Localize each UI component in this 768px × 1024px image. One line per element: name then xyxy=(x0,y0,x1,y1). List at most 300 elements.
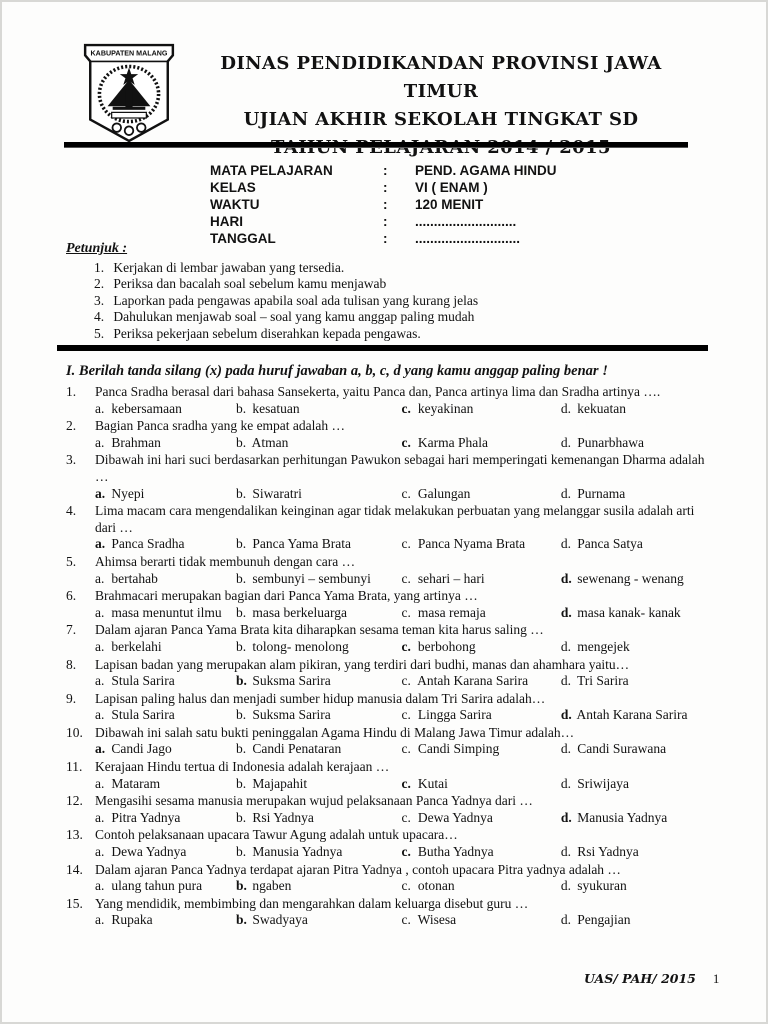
info-colon: : xyxy=(383,214,388,229)
instruction-item xyxy=(66,326,708,343)
option-text: Antah Karana Sarira xyxy=(573,707,688,723)
question-number: 1. xyxy=(66,384,77,399)
option-text: Siwaratri xyxy=(248,485,302,501)
option-text: Punarbhawa xyxy=(573,434,644,450)
question-stem: Dibawah ini hari suci berdasarkan perhitungan Pawukon sebagai hari memperingati kemenangan Dharma adalah … xyxy=(95,452,705,484)
option-row xyxy=(95,707,708,724)
option-text: sewenang - wenang xyxy=(573,570,684,586)
exam-info-block xyxy=(210,162,557,247)
question-stem: Panca Sradha berasal dari bahasa Sansekerta, yaitu Panca dan, Panca artinya lima dan Sradha artinya …. xyxy=(95,384,661,399)
question-number: 14. xyxy=(66,861,83,877)
option-text: kekuatan xyxy=(573,400,626,416)
instruction-number: 5. xyxy=(94,325,105,341)
question-body xyxy=(95,759,708,793)
option-text: ngaben xyxy=(248,878,292,894)
question-number: 5. xyxy=(66,553,77,569)
option-letter: c. xyxy=(401,604,411,620)
option-row xyxy=(95,741,708,758)
header-line3 xyxy=(180,134,702,162)
option-item xyxy=(561,673,708,690)
option-item xyxy=(401,776,560,793)
question-number: 9. xyxy=(66,690,77,706)
option-row xyxy=(95,605,708,622)
option-letter: b. xyxy=(235,707,247,723)
option-item xyxy=(236,401,402,418)
option-letter: a. xyxy=(95,434,105,450)
option-text: Rsi Yadnya xyxy=(573,844,639,860)
option-letter: d. xyxy=(560,844,571,860)
instruction-item xyxy=(66,293,708,310)
option-item xyxy=(401,435,560,452)
option-text: Panca Yama Brata xyxy=(248,536,351,552)
instruction-text: Periksa dan bacalah soal sebelum kamu menjawab xyxy=(110,276,387,291)
option-text: Nyepi xyxy=(108,485,145,501)
option-letter: a. xyxy=(95,570,105,586)
info-value: VI ( ENAM ) xyxy=(415,180,488,195)
info-row xyxy=(210,213,557,230)
option-item xyxy=(401,673,560,690)
option-letter: c. xyxy=(401,673,411,689)
question-body xyxy=(95,725,708,759)
question-body xyxy=(95,691,708,725)
question-body xyxy=(95,452,708,503)
top-divider-rule xyxy=(64,142,688,148)
page-number: 1 xyxy=(712,971,720,986)
info-value: ........................... xyxy=(415,214,517,229)
option-row xyxy=(95,878,708,895)
question-number: 8. xyxy=(66,656,77,672)
option-item xyxy=(236,776,402,793)
option-letter: a. xyxy=(95,485,106,501)
question-stem: Kerajaan Hindu tertua di Indonesia adalah kerajaan … xyxy=(95,759,390,775)
middle-divider-rule xyxy=(57,345,708,351)
option-item xyxy=(236,844,402,861)
option-text: ulang tahun pura xyxy=(108,878,203,894)
option-text: Candi Penataran xyxy=(248,741,342,757)
option-letter: d. xyxy=(560,673,571,689)
instructions-list xyxy=(66,260,708,343)
question-list xyxy=(66,384,708,930)
option-text: Pitra Yadnya xyxy=(108,809,181,825)
option-row xyxy=(95,536,708,553)
instruction-text: Periksa pekerjaan sebelum diserahkan kepada pengawas. xyxy=(110,325,421,341)
kabupaten-malang-logo xyxy=(78,42,180,144)
info-label: HARI xyxy=(210,214,243,229)
option-letter: c. xyxy=(401,536,411,552)
question-item xyxy=(66,793,708,827)
question-item xyxy=(66,384,708,418)
info-colon: : xyxy=(383,197,388,212)
option-item xyxy=(561,707,708,724)
option-row xyxy=(95,486,708,503)
option-item xyxy=(236,912,402,929)
info-colon: : xyxy=(383,163,388,178)
option-item xyxy=(561,844,708,861)
question-item xyxy=(66,418,708,452)
option-letter: a. xyxy=(95,809,105,825)
option-item xyxy=(561,571,708,588)
option-text: berkelahi xyxy=(108,638,162,654)
option-item xyxy=(561,605,708,622)
option-row xyxy=(95,810,708,827)
option-text: masa berkeluarga xyxy=(248,604,347,620)
option-text: Pengajian xyxy=(573,912,631,928)
question-number: 7. xyxy=(66,622,77,638)
logo-banner-text: KABUPATEN MALANG xyxy=(90,49,168,58)
question-stem: Lima macam cara mengendalikan keinginan agar tidak melakukan perbuatan yang melanggar susila adalah arti dari … xyxy=(95,503,695,535)
question-number: 6. xyxy=(66,588,77,604)
question-item xyxy=(66,725,708,759)
question-item xyxy=(66,622,708,656)
option-item xyxy=(95,810,236,827)
option-item xyxy=(236,605,402,622)
option-item xyxy=(95,486,236,503)
option-item xyxy=(561,401,708,418)
option-text: Karma Phala xyxy=(414,434,488,450)
option-letter: d. xyxy=(560,570,572,586)
option-text: Rupaka xyxy=(108,912,153,928)
option-text: Manusia Yadnya xyxy=(248,844,343,860)
option-item xyxy=(401,810,560,827)
option-letter: b. xyxy=(235,604,247,620)
option-text: Sriwijaya xyxy=(573,775,629,791)
question-stem: Lapisan badan yang merupakan alam pikiran, yang terdiri dari budhi, manas dan ahamhara yaitu… xyxy=(95,656,630,672)
option-item xyxy=(95,673,236,690)
option-text: Swadyaya xyxy=(248,912,308,928)
question-stem: Brahmacari merupakan bagian dari Panca Yama Brata, yang artinya … xyxy=(95,588,478,604)
option-letter: b. xyxy=(235,673,247,689)
option-item xyxy=(561,776,708,793)
option-text: Atman xyxy=(248,434,289,450)
instruction-item xyxy=(66,309,708,326)
option-letter: b. xyxy=(235,536,247,552)
option-letter: b. xyxy=(235,434,247,450)
question-body xyxy=(95,503,708,554)
option-item xyxy=(236,571,402,588)
option-item xyxy=(401,536,560,553)
option-item xyxy=(401,912,560,929)
option-letter: d. xyxy=(560,604,572,620)
option-row xyxy=(95,401,708,418)
option-item xyxy=(95,776,236,793)
option-letter: b. xyxy=(235,485,247,501)
option-letter: d. xyxy=(560,878,571,894)
option-item xyxy=(236,639,402,656)
option-letter: c. xyxy=(401,638,411,654)
option-item xyxy=(236,741,402,758)
section-1-heading: I. Berilah tanda silang (x) pada huruf jawaban a, b, c, d yang kamu anggap paling benar ! xyxy=(66,363,608,379)
option-letter: d. xyxy=(560,400,571,416)
question-body xyxy=(95,384,708,418)
question-number: 10. xyxy=(66,724,83,740)
option-letter: d. xyxy=(560,809,572,825)
option-item xyxy=(561,810,708,827)
option-letter: a. xyxy=(95,638,105,654)
question-item xyxy=(66,452,708,503)
footer-document-code: UAS/ PAH/ 2015 xyxy=(584,971,696,986)
option-text: sembunyi – sembunyi xyxy=(248,570,371,586)
option-letter: b. xyxy=(235,809,247,825)
question-item xyxy=(66,657,708,691)
option-text: Kutai xyxy=(414,775,448,791)
option-letter: c. xyxy=(401,485,411,501)
option-item xyxy=(95,571,236,588)
option-text: Rsi Yadnya xyxy=(248,809,314,825)
option-row xyxy=(95,435,708,452)
option-item xyxy=(95,639,236,656)
logo-ribbon xyxy=(112,112,147,118)
option-text: Stula Sarira xyxy=(108,673,175,689)
option-text: Panca Sradha xyxy=(108,536,185,552)
question-body xyxy=(95,622,708,656)
question-number: 12. xyxy=(66,793,83,809)
question-number: 11. xyxy=(66,759,83,775)
question-number: 2. xyxy=(66,418,77,434)
option-text: masa remaja xyxy=(414,604,486,620)
option-letter: b. xyxy=(235,844,247,860)
option-item xyxy=(561,435,708,452)
option-item xyxy=(95,707,236,724)
instruction-item xyxy=(66,276,708,293)
question-item xyxy=(66,862,708,896)
question-body xyxy=(95,793,708,827)
question-item xyxy=(66,503,708,554)
question-body xyxy=(95,827,708,861)
question-body xyxy=(95,418,708,452)
option-letter: c. xyxy=(401,434,411,450)
option-text: kebersamaan xyxy=(108,400,182,416)
option-text: Antah Karana Sarira xyxy=(414,673,529,689)
question-item xyxy=(66,827,708,861)
option-letter: a. xyxy=(95,844,105,860)
option-letter: d. xyxy=(560,707,572,723)
option-item xyxy=(236,878,402,895)
option-text: Wisesa xyxy=(414,912,457,928)
instructions-title: Petunjuk : xyxy=(66,241,128,256)
option-item xyxy=(236,536,402,553)
option-text: Galungan xyxy=(414,485,471,501)
option-text: Candi Jago xyxy=(108,741,172,757)
option-row xyxy=(95,639,708,656)
option-letter: c. xyxy=(401,912,411,928)
option-text: mengejek xyxy=(573,638,630,654)
option-item xyxy=(401,571,560,588)
option-item xyxy=(561,486,708,503)
option-item xyxy=(236,486,402,503)
instruction-item xyxy=(66,260,708,277)
option-letter: c. xyxy=(401,570,411,586)
header-line2: UJIAN AKHIR SEKOLAH TINGKAT SD xyxy=(243,109,639,130)
question-body xyxy=(95,862,708,896)
info-row xyxy=(210,179,557,196)
option-letter: d. xyxy=(560,775,571,791)
option-letter: a. xyxy=(95,400,105,416)
option-letter: d. xyxy=(560,536,571,552)
info-label: TANGGAL xyxy=(210,231,276,246)
option-item xyxy=(561,878,708,895)
instruction-number: 4. xyxy=(94,309,105,324)
option-item xyxy=(401,401,560,418)
question-stem: Bagian Panca sradha yang ke empat adalah … xyxy=(95,418,346,434)
info-value: ............................ xyxy=(415,231,521,246)
question-number: 13. xyxy=(66,827,83,843)
info-value: PEND. AGAMA HINDU xyxy=(415,163,557,178)
option-item xyxy=(95,741,236,758)
option-item xyxy=(236,435,402,452)
option-letter: b. xyxy=(235,638,247,654)
option-item xyxy=(236,673,402,690)
option-letter: b. xyxy=(235,912,247,928)
option-text: bertahab xyxy=(108,570,158,586)
option-text: Lingga Sarira xyxy=(414,707,492,723)
instruction-text: Laporkan pada pengawas apabila soal ada tulisan yang kurang jelas xyxy=(110,292,479,308)
option-text: Brahman xyxy=(108,434,161,450)
option-letter: a. xyxy=(95,604,105,620)
option-text: Manusia Yadnya xyxy=(573,809,668,825)
option-letter: a. xyxy=(95,912,105,928)
option-text: Panca Nyama Brata xyxy=(414,536,526,552)
option-letter: b. xyxy=(235,570,247,586)
option-text: Suksma Sarira xyxy=(248,707,331,723)
instructions-block xyxy=(66,241,708,342)
question-stem: Yang mendidik, membimbing dan mengarahkan dalam keluarga disebut guru … xyxy=(95,895,529,911)
option-letter: a. xyxy=(95,673,105,689)
option-letter: c. xyxy=(401,775,411,791)
footer xyxy=(584,971,719,987)
option-letter: b. xyxy=(235,741,247,757)
option-item xyxy=(95,878,236,895)
option-item xyxy=(561,639,708,656)
option-item xyxy=(561,912,708,929)
instruction-number: 3. xyxy=(94,292,105,308)
option-letter: a. xyxy=(95,707,105,723)
option-letter: c. xyxy=(401,878,411,894)
question-item xyxy=(66,896,708,930)
question-stem: Dalam ajaran Panca Yadnya terdapat ajaran Pitra Yadnya , contoh upacara Pitra yadnya adalah … xyxy=(95,861,621,877)
option-item xyxy=(401,741,560,758)
option-item xyxy=(401,639,560,656)
option-item xyxy=(95,605,236,622)
option-text: Mataram xyxy=(108,775,161,791)
logo-base xyxy=(113,107,146,110)
option-text: Tri Sarira xyxy=(573,673,629,689)
question-item xyxy=(66,759,708,793)
option-row xyxy=(95,571,708,588)
option-letter: a. xyxy=(95,536,106,552)
question-number: 15. xyxy=(66,895,83,911)
option-text: Panca Satya xyxy=(573,536,643,552)
question-item xyxy=(66,588,708,622)
option-letter: b. xyxy=(235,878,247,894)
question-item xyxy=(66,691,708,725)
option-text: Butha Yadnya xyxy=(414,844,494,860)
option-text: berbohong xyxy=(414,638,476,654)
option-text: syukuran xyxy=(573,878,627,894)
option-letter: c. xyxy=(401,400,411,416)
option-item xyxy=(561,536,708,553)
option-item xyxy=(401,486,560,503)
option-item xyxy=(236,810,402,827)
option-letter: a. xyxy=(95,741,106,757)
question-stem: Dibawah ini salah satu bukti peninggalan Agama Hindu di Malang Jawa Timur adalah… xyxy=(95,724,575,740)
option-text: masa menuntut ilmu xyxy=(108,604,222,620)
option-row xyxy=(95,844,708,861)
option-letter: c. xyxy=(401,707,411,723)
option-item xyxy=(236,707,402,724)
logo-monument xyxy=(125,90,132,108)
option-text: sehari – hari xyxy=(414,570,485,586)
question-stem: Mengasihi sesama manusia merupakan wujud pelaksanaan Panca Yadnya dari … xyxy=(95,793,533,809)
option-letter: d. xyxy=(560,638,571,654)
option-item xyxy=(95,912,236,929)
option-item xyxy=(95,401,236,418)
option-letter: d. xyxy=(560,912,571,928)
option-letter: b. xyxy=(235,775,247,791)
option-item xyxy=(401,878,560,895)
info-row xyxy=(210,162,557,179)
option-text: otonan xyxy=(414,878,455,894)
instruction-number: 2. xyxy=(94,276,105,291)
option-text: Majapahit xyxy=(248,775,308,791)
question-stem: Lapisan paling halus dan menjadi sumber hidup manusia dalam Tri Sarira adalah… xyxy=(95,690,546,706)
instruction-text: Dahulukan menjawab soal – soal yang kamu anggap paling mudah xyxy=(110,309,475,324)
option-text: Dewa Yadnya xyxy=(108,844,187,860)
question-body xyxy=(95,896,708,930)
option-letter: c. xyxy=(401,741,411,757)
header-line1: DINAS PENDIDIKANDAN PROVINSI JAWA TIMUR xyxy=(220,53,662,102)
option-item xyxy=(401,605,560,622)
question-item xyxy=(66,554,708,588)
option-letter: c. xyxy=(401,844,411,860)
option-item xyxy=(401,707,560,724)
option-row xyxy=(95,776,708,793)
option-text: Candi Simping xyxy=(414,741,500,757)
option-item xyxy=(561,741,708,758)
option-letter: a. xyxy=(95,775,105,791)
option-row xyxy=(95,673,708,690)
option-letter: a. xyxy=(95,878,105,894)
info-label: MATA PELAJARAN xyxy=(210,163,333,178)
option-text: Suksma Sarira xyxy=(248,673,331,689)
option-letter: c. xyxy=(401,809,411,825)
option-letter: b. xyxy=(235,400,247,416)
option-text: Purnama xyxy=(573,485,626,501)
option-item xyxy=(95,435,236,452)
option-row xyxy=(95,912,708,929)
question-stem: Contoh pelaksanaan upacara Tawur Agung adalah untuk upacara… xyxy=(95,827,458,843)
option-text: Stula Sarira xyxy=(108,707,175,723)
info-label: KELAS xyxy=(210,180,256,195)
question-body xyxy=(95,657,708,691)
option-text: Candi Surawana xyxy=(573,741,667,757)
option-text: kesatuan xyxy=(248,400,300,416)
instruction-text: Kerjakan di lembar jawaban yang tersedia. xyxy=(110,259,345,275)
question-number: 3. xyxy=(66,452,77,468)
question-body xyxy=(95,554,708,588)
option-letter: d. xyxy=(560,741,571,757)
option-text: masa kanak- kanak xyxy=(573,604,681,620)
option-item xyxy=(95,536,236,553)
info-value: 120 MENIT xyxy=(415,197,484,212)
option-text: Dewa Yadnya xyxy=(414,809,493,825)
option-item xyxy=(95,844,236,861)
option-letter: d. xyxy=(560,434,571,450)
question-body xyxy=(95,588,708,622)
option-text: keyakinan xyxy=(414,400,474,416)
info-label: WAKTU xyxy=(210,197,260,212)
option-text: tolong- menolong xyxy=(248,638,349,654)
question-number: 4. xyxy=(66,503,77,519)
